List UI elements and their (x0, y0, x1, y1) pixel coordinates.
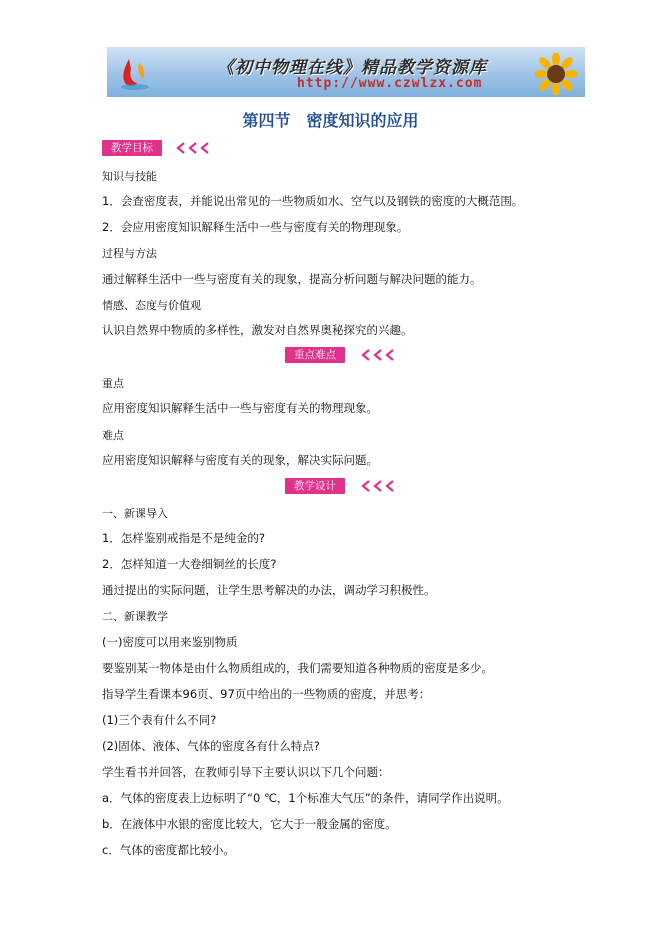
text-line: 认识自然界中物质的多样性，激发对自然界奥秘探究的兴趣。 (102, 323, 413, 337)
text-line: 通过解释生活中一些与密度有关的现象，提高分析问题与解决问题的能力。 (102, 272, 482, 286)
text-line: 学生看书并回答，在教师引导下主要认识以下几个问题： (102, 765, 390, 779)
text-line: 2．会应用密度知识解释生活中一些与密度有关的物理现象。 (102, 220, 409, 234)
page-title: 第四节 密度知识的应用 (242, 111, 419, 130)
text-line: a．气体的密度表上边标明了“0 ℃，1个标准大气压”的条件，请同学作出说明。 (102, 791, 509, 805)
triple-chevron-icon (353, 478, 405, 494)
section-badge-key-points (285, 347, 405, 363)
text-line: (1)三个表有什么不同? (102, 713, 217, 727)
triple-chevron-icon (168, 140, 220, 156)
sunflower-icon (535, 53, 577, 95)
text-line: 通过提出的实际问题，让学生思考解决的办法，调动学习积极性。 (102, 583, 436, 597)
text-line: 要鉴别某一物体是由什么物质组成的，我们需要知道各种物质的密度是多少。 (102, 661, 493, 675)
badge-label: 教学设计 (285, 478, 345, 494)
text-line: 应用密度知识解释生活中一些与密度有关的物理现象。 (102, 401, 378, 415)
text-line: 1．会查密度表，并能说出常见的一些物质如水、空气以及钢铁的密度的大概范围。 (102, 194, 524, 208)
heading-new-lesson: 二、新课教学 (102, 610, 168, 623)
logo-icon (115, 53, 155, 93)
banner-title: 《初中物理在线》精品教学资源库 (217, 58, 487, 78)
badge-label: 重点难点 (285, 347, 345, 363)
text-line: 指导学生看课本96页、97页中给出的一些物质的密度，并思考： (102, 687, 431, 701)
text-line: 应用密度知识解释与密度有关的现象，解决实际问题。 (102, 453, 378, 467)
heading-process: 过程与方法 (102, 247, 157, 260)
heading-key: 重点 (102, 377, 124, 390)
triple-chevron-icon (353, 347, 405, 363)
heading-difficulty: 难点 (102, 429, 124, 442)
text-line: c．气体的密度都比较小。 (102, 843, 235, 857)
text-line: b．在液体中水银的密度比较大，它大于一般金属的密度。 (102, 817, 397, 831)
text-line: (2)固体、液体、气体的密度各有什么特点? (102, 739, 320, 753)
text-line: (一)密度可以用来鉴别物质 (102, 635, 238, 649)
banner-url[interactable]: http://www.czwlzx.com (297, 76, 483, 91)
text-line: 2．怎样知道一大卷细铜丝的长度? (102, 557, 277, 571)
header-banner (107, 47, 585, 97)
section-badge-objectives (102, 140, 222, 156)
heading-intro: 一、新课导入 (102, 507, 168, 520)
heading-emotion: 情感、态度与价值观 (102, 299, 201, 312)
section-badge-design (285, 478, 405, 494)
text-line: 1．怎样鉴别戒指是不是纯金的? (102, 531, 265, 545)
heading-knowledge: 知识与技能 (102, 170, 157, 183)
badge-label: 教学目标 (102, 140, 162, 156)
